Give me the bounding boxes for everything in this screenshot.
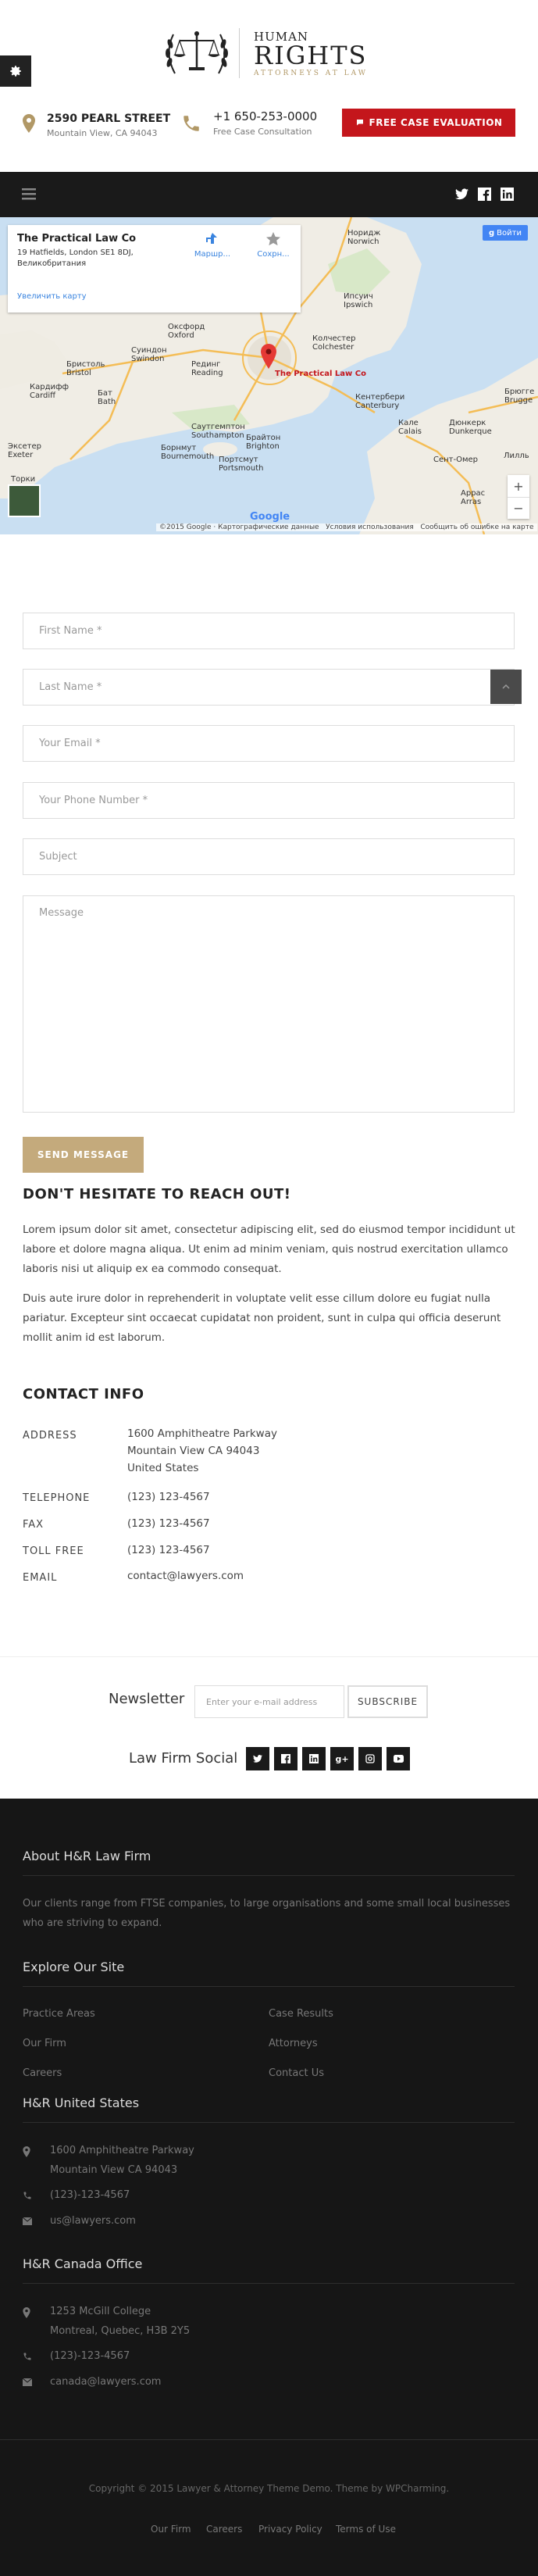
social-facebook-button[interactable]	[274, 1747, 298, 1770]
twitter-icon	[253, 1755, 262, 1763]
gear-icon	[9, 64, 23, 78]
footer-ca-address-1: 1253 McGill College	[50, 2306, 151, 2317]
footer-divider	[23, 2283, 515, 2284]
settings-gear-button[interactable]	[0, 55, 31, 87]
map-pin-icon	[23, 2307, 30, 2318]
google-logo: Google	[250, 511, 290, 523]
first-name-field[interactable]	[23, 613, 515, 649]
google-map[interactable]	[0, 217, 538, 534]
logo-text-human: HUMAN	[254, 30, 309, 44]
message-placeholder: Message	[39, 907, 84, 919]
bottom-link-our-firm[interactable]: Our Firm	[151, 2524, 191, 2535]
address-line-2: Mountain View CA 94043	[127, 1445, 260, 1457]
google-plus-icon: g+	[335, 1753, 349, 1764]
footer-ca-phone: (123)-123-4567	[50, 2350, 130, 2362]
map-place-card	[8, 225, 301, 313]
map-city-label: Сент-Омер	[433, 456, 479, 464]
map-city-label: Кардифф Cardiff	[30, 383, 69, 400]
social-label: Law Firm Social	[129, 1750, 238, 1767]
map-city-label: Портсмут Portsmouth	[219, 456, 264, 473]
map-city-label: Торки	[11, 475, 36, 484]
linkedin-icon	[309, 1754, 319, 1763]
bottom-link-careers[interactable]: Careers	[206, 2524, 243, 2535]
map-pin-icon	[23, 2146, 30, 2157]
fax-value: (123) 123-4567	[127, 1517, 210, 1530]
free-case-evaluation-button[interactable]	[342, 109, 515, 137]
map-city-label: Бристоль Bristol	[66, 360, 105, 377]
footer-divider	[0, 2439, 538, 2440]
instagram-icon	[365, 1754, 375, 1763]
footer-us-address-2: Mountain View CA 94043	[50, 2164, 178, 2176]
map-city-label: Оксфорд Oxford	[168, 323, 205, 340]
place-name: The Practical Law Co	[17, 233, 137, 245]
footer-about-title: About H&R Law Firm	[23, 1849, 151, 1863]
map-marker-icon[interactable]	[261, 344, 276, 369]
hamburger-menu-icon[interactable]	[22, 188, 36, 200]
directions-label: Маршр...	[194, 250, 231, 259]
map-city-label: Рединг Reading	[191, 360, 223, 377]
social-twitter-button[interactable]	[246, 1747, 269, 1770]
satellite-toggle[interactable]	[8, 484, 41, 517]
place-address-2: Великобритания	[17, 259, 87, 268]
zoom-control	[508, 475, 529, 519]
last-name-field[interactable]	[23, 669, 515, 706]
chevron-up-icon	[502, 684, 510, 689]
section-divider	[0, 1656, 538, 1657]
footer-canada-title: H&R Canada Office	[23, 2256, 143, 2271]
phone-icon	[23, 2352, 32, 2361]
map-city-label: Колчестер Colchester	[312, 334, 356, 352]
subject-placeholder: Subject	[39, 851, 77, 863]
footer-link-case-results[interactable]: Case Results	[269, 2008, 333, 2020]
map-pin-icon	[23, 114, 35, 133]
footer-about-text: Our clients range from FTSE companies, to large organisations and some small local businesses who are striving to expand.	[23, 1898, 511, 1929]
social-googleplus-button[interactable]	[330, 1747, 354, 1770]
footer-ca-email[interactable]: canada@lawyers.com	[50, 2376, 162, 2388]
newsletter-placeholder: Enter your e-mail address	[206, 1696, 318, 1707]
zoom-out-button[interactable]: −	[508, 497, 529, 519]
star-icon	[265, 231, 281, 247]
envelope-icon	[23, 2378, 32, 2386]
contact-info-title: CONTACT INFO	[23, 1386, 144, 1402]
phone-placeholder: Your Phone Number *	[39, 795, 148, 806]
address-line-3: United States	[127, 1462, 199, 1474]
social-instagram-button[interactable]	[358, 1747, 382, 1770]
directions-button[interactable]	[189, 231, 236, 259]
footer-us-email[interactable]: us@lawyers.com	[50, 2215, 136, 2227]
zoom-in-button[interactable]: +	[513, 478, 524, 494]
map-city-label: Борнмут Bournemouth	[161, 444, 215, 461]
address-label: ADDRESS	[23, 1430, 77, 1442]
footer	[0, 1799, 538, 2576]
phone-main: +1 650-253-0000	[213, 109, 318, 123]
telephone-value: (123) 123-4567	[127, 1491, 210, 1503]
address-line-1: 1600 Amphitheatre Parkway	[127, 1427, 277, 1440]
map-city-label: Лилль	[504, 452, 529, 460]
footer-link-our-firm[interactable]: Our Firm	[23, 2038, 66, 2049]
phone-icon	[23, 2191, 32, 2200]
subject-field[interactable]	[23, 838, 515, 875]
last-name-placeholder: Last Name *	[39, 681, 102, 693]
map-city-label: Брайтон Brighton	[246, 434, 281, 451]
map-signin-button[interactable]	[483, 225, 528, 241]
footer-link-practice-areas[interactable]: Practice Areas	[23, 2008, 95, 2020]
first-name-placeholder: First Name *	[39, 625, 102, 637]
save-label: Сохрн...	[257, 250, 290, 259]
map-city-label: Норидж Norwich	[347, 229, 381, 246]
toll-free-label: TOLL FREE	[23, 1545, 84, 1557]
map-city-label: Суиндон Swindon	[131, 346, 167, 363]
footer-divider	[23, 1986, 515, 1987]
newsletter-label: Newsletter	[109, 1691, 185, 1707]
footer-link-contact-us[interactable]: Contact Us	[269, 2067, 324, 2079]
cta-label: FREE CASE EVALUATION	[369, 117, 503, 128]
footer-us-address-1: 1600 Amphitheatre Parkway	[50, 2145, 194, 2156]
map-city-label: Дюнкерк Dunkerque	[449, 419, 492, 436]
logo-divider	[239, 28, 240, 78]
footer-copyright: Copyright © 2015 Lawyer & Attorney Theme Demo. Theme by WPCharming.	[88, 2483, 450, 2494]
phone-field[interactable]	[23, 782, 515, 819]
message-textarea[interactable]	[23, 895, 515, 1113]
email-placeholder: Your Email *	[39, 738, 101, 749]
signin-label: Войти	[497, 228, 522, 238]
footer-divider	[23, 2122, 515, 2123]
address-main: 2590 PEARL STREET	[47, 113, 171, 125]
linkedin-icon[interactable]	[501, 188, 514, 201]
email-field[interactable]	[23, 725, 515, 762]
chat-icon	[355, 118, 365, 127]
footer-link-careers[interactable]: Careers	[23, 2067, 62, 2079]
logo-tagline: ATTORNEYS AT LAW	[254, 70, 368, 77]
toll-free-value: (123) 123-4567	[127, 1544, 210, 1556]
subscribe-button[interactable]: SUBSCRIBE	[347, 1685, 428, 1718]
map-city-label: Аррас Arras	[461, 489, 486, 506]
telephone-label: TELEPHONE	[23, 1492, 91, 1504]
phone-sub: Free Case Consultation	[213, 127, 312, 137]
footer-explore-title: Explore Our Site	[23, 1960, 125, 1974]
logo-text-rights: RIGHTS	[254, 41, 368, 70]
youtube-icon	[394, 1755, 404, 1763]
directions-icon	[205, 231, 220, 247]
footer-ca-address-2: Montreal, Quebec, H3B 2Y5	[50, 2325, 191, 2337]
send-message-button[interactable]: SEND MESSAGE	[23, 1137, 144, 1173]
map-city-label: Ипсуич Ipswich	[344, 292, 373, 309]
social-linkedin-button[interactable]	[302, 1747, 326, 1770]
reach-out-title: DON'T HESITATE TO REACH OUT!	[23, 1186, 291, 1202]
fax-label: FAX	[23, 1519, 45, 1531]
save-place-button[interactable]	[250, 231, 297, 259]
twitter-icon[interactable]	[455, 188, 469, 200]
facebook-icon[interactable]	[478, 188, 491, 201]
map-city-label: Брюгге Brugge	[504, 388, 535, 405]
scroll-to-top-button[interactable]	[490, 670, 522, 704]
place-address-1: 19 Hatfields, London SE1 8DJ,	[17, 248, 134, 257]
phone-icon	[181, 113, 201, 134]
email-label: EMAIL	[23, 1572, 58, 1584]
reach-out-paragraph-1: Lorem ipsum dolor sit amet, consectetur adipiscing elit, sed do eiusmod tempor incididunt ut labore et dolore magna aliqua. Ut enim ad minim veniam, quis nostrud exercitation ullamco laboris nisi ut aliquip ex ea commodo consequat.	[23, 1224, 515, 1275]
map-city-label: Эксетер Exeter	[8, 442, 41, 459]
envelope-icon	[23, 2217, 32, 2225]
enlarge-map-link[interactable]: Увеличить карту	[17, 292, 87, 301]
bottom-link-terms-of-use[interactable]: Terms of Use	[336, 2524, 396, 2535]
map-city-label: Саутгемптон Southampton	[191, 423, 245, 440]
map-city-label: Кале Calais	[398, 419, 422, 436]
reach-out-paragraph-2: Duis aute irure dolor in reprehenderit in voluptate velit esse cillum dolore eu fugiat nulla pariatur. Excepteur sint occaecat cupidatat non proident, sunt in culpa qui officia deserunt mollit anim id est laborum.	[23, 1292, 501, 1344]
footer-link-attorneys[interactable]: Attorneys	[269, 2038, 318, 2049]
email-value[interactable]: contact@lawyers.com	[127, 1570, 244, 1582]
scales-logo-icon	[164, 27, 230, 78]
newsletter-email-input[interactable]	[194, 1685, 344, 1718]
map-city-label: Бат Bath	[98, 389, 116, 406]
footer-divider	[23, 1875, 515, 1876]
g-icon: g	[489, 228, 495, 238]
footer-us-phone: (123)-123-4567	[50, 2189, 130, 2201]
bottom-link-privacy-policy[interactable]: Privacy Policy	[258, 2524, 322, 2535]
map-city-label: Кентербери Canterbury	[355, 393, 405, 410]
address-sub: Mountain View, CA 94043	[47, 128, 158, 138]
navbar	[0, 172, 538, 217]
footer-us-title: H&R United States	[23, 2095, 140, 2110]
social-youtube-button[interactable]	[387, 1747, 410, 1770]
map-footer-text: ©2015 Google · Картографические данные Условия использования Сообщить об ошибке на карте	[156, 523, 537, 531]
marker-label: The Practical Law Co	[275, 370, 366, 378]
facebook-icon	[281, 1754, 290, 1763]
